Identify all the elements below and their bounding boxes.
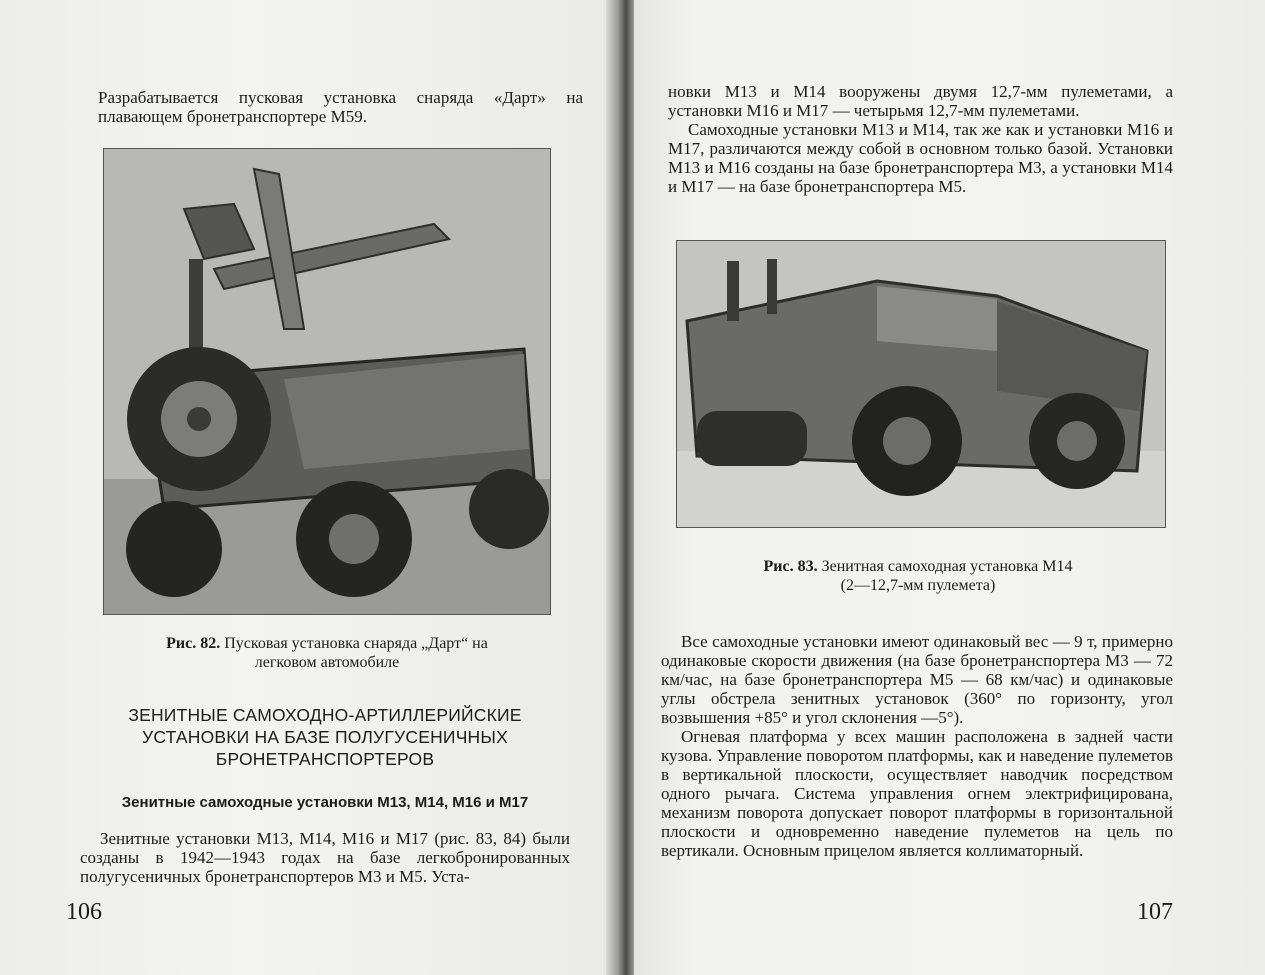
figure-82-caption-line2: легковом автомобиле — [254, 654, 400, 671]
body-paragraph: Зенитные установки М13, М14, М16 и М17 (рис. 83, 84) были созданы в 1942—1943 годах на базе легкобронированных полугусеничных бронетранспортеров М3 и М5. Уста- — [80, 829, 570, 886]
halftrack-illustration — [677, 241, 1165, 527]
right-top-text — [668, 82, 1173, 196]
page-number-right: 107 — [1137, 899, 1173, 925]
paragraph-4: Огневая платформа у всех машин расположена в задней части кузова. Управление поворотом платформы, как и наведение пулеметов в вертикальной плоскости, осуществляет наводчик посредством одного рычага. Система управления огнем электрифицирована, механизм поворота допускает поворот платформы в горизонтальной плоскости и одновременно наведение пулеметов на цель по вертикали. Основным прицелом является коллиматорный. — [661, 727, 1173, 860]
section-heading-line1: ЗЕНИТНЫЕ САМОХОДНО-АРТИЛЛЕРИЙСКИЕ — [128, 705, 522, 725]
body-text — [80, 829, 570, 886]
figure-83-caption-line1: Зенитная самоходная установка М14 — [821, 558, 1073, 575]
subsection-heading: Зенитные самоходные установки М13, М14, М16 и М17 — [121, 794, 529, 811]
page-number-left: 106 — [66, 899, 102, 925]
figure-83-number: Рис. 83. — [763, 558, 818, 575]
section-heading-line2: УСТАНОВКИ НА БАЗЕ ПОЛУГУСЕНИЧНЫХ — [142, 727, 508, 747]
paragraph-3: Все самоходные установки имеют одинаковый вес — 9 т, примерно одинаковые скорости движения (на базе бронетранспортера М3 — 72 км/час, на базе бронетранспортера М5 — 68 км/час) и одинаковые углы обстрела зенитных установок (360° по горизонту, угол возвышения +85° и угол склонения —5°). — [661, 632, 1173, 727]
right-page — [634, 0, 1265, 975]
figure-83-caption — [718, 557, 1118, 595]
section-heading — [80, 704, 570, 770]
figure-82-photo — [103, 148, 551, 615]
figure-82-caption — [98, 634, 556, 672]
paragraph-1: новки М13 и М14 вооружены двумя 12,7-мм пулеметами, а установки М16 и М17 — четырьмя 12,7-мм пулеметами. — [668, 82, 1173, 120]
figure-82-caption-line1: Пусковая установка снаряда „Дарт“ на — [224, 635, 488, 652]
intro-text — [98, 88, 583, 126]
intro-paragraph: Разрабатывается пусковая установка снаряда «Дарт» на плавающем бронетранспортере M59. — [98, 88, 583, 126]
section-heading-line3: БРОНЕТРАНСПОРТЕРОВ — [215, 749, 435, 769]
jeep-missile-illustration — [104, 149, 550, 614]
figure-82-number: Рис. 82. — [166, 635, 221, 652]
paragraph-2: Самоходные установки М13 и М14, так же как и установки М16 и М17, различаются между собой в основном только базой. Установки М13 и М16 созданы на базе бронетранспортера М3, а установки М14 и М17 — на базе бронетранспортера М5. — [668, 120, 1173, 196]
left-page — [0, 0, 620, 975]
figure-83-photo — [676, 240, 1166, 528]
right-bottom-text — [661, 632, 1173, 860]
figure-83-caption-line2: (2—12,7-мм пулемета) — [840, 577, 996, 594]
